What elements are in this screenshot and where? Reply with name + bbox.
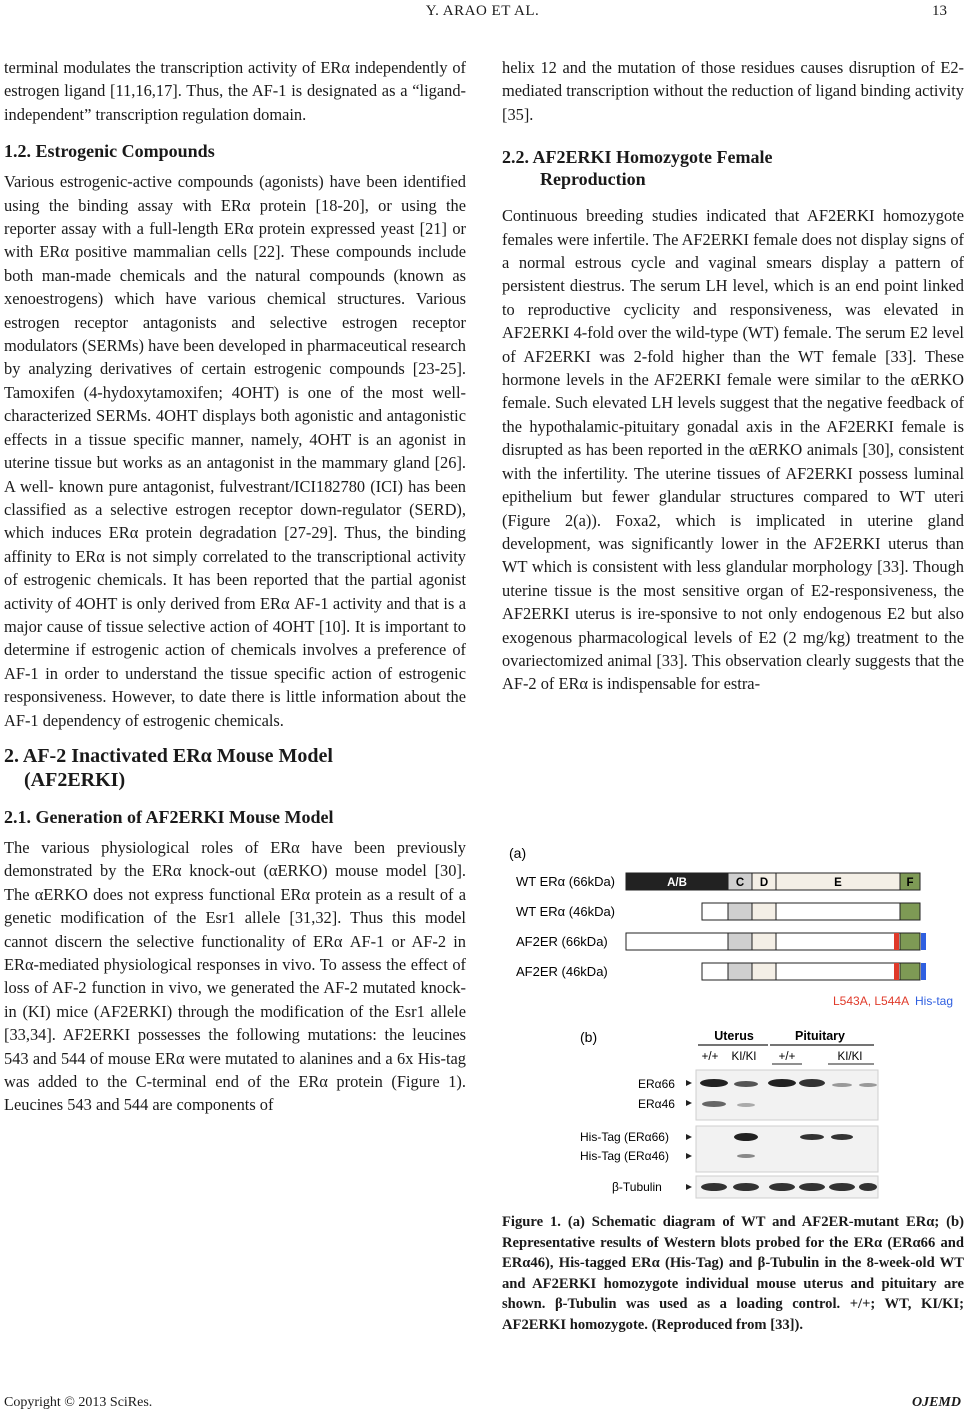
domain-f bbox=[900, 933, 920, 950]
genotype-label: KI/KI bbox=[837, 1051, 863, 1063]
band-label: His-Tag (ERα66) bbox=[580, 1130, 669, 1144]
band-label: His-Tag (ERα46) bbox=[580, 1149, 669, 1163]
domain-f bbox=[900, 903, 920, 920]
domain-label: C bbox=[735, 877, 745, 889]
page-number: 13 bbox=[932, 3, 947, 19]
construct-label: AF2ER (46kDa) bbox=[516, 964, 608, 979]
mutation-marker bbox=[894, 963, 899, 980]
domain-label: D bbox=[759, 877, 769, 889]
band-label: β-Tubulin bbox=[612, 1180, 662, 1194]
domain-f bbox=[900, 963, 920, 980]
construct-label: AF2ER (66kDa) bbox=[516, 934, 608, 949]
genotype-label: +/+ bbox=[701, 1051, 719, 1063]
copyright: Copyright © 2013 SciRes. bbox=[4, 1395, 153, 1410]
panel-b-label: (b) bbox=[580, 1029, 598, 1045]
journal-name: OJEMD bbox=[911, 1395, 961, 1410]
blot-header-pituitary: Pituitary bbox=[794, 1029, 846, 1043]
right-column bbox=[502, 56, 964, 708]
section-heading: 1.2. Estrogenic Compounds bbox=[4, 141, 215, 162]
band-label: ERα66 bbox=[638, 1077, 675, 1091]
domain-d bbox=[752, 933, 776, 950]
domain-d bbox=[752, 963, 776, 980]
figure-caption: Figure 1. (a) Schematic diagram of WT and AF2ER-mutant ERα; (b) Representative results of Western blots probed for the ERα (ERα66 and ERα46), His-tagged ERα (His-Tag) and β-Tubulin in the 8-week-old WT and AF2ERKI homozygote individual mouse uterus and pituitary are shown. β-Tubulin was used as a loading control. +/+; WT, KI/KI; AF2ERKI homozygote. (Reproduced from [33]). bbox=[502, 1214, 964, 1333]
domain-c bbox=[728, 903, 752, 920]
domain-e bbox=[776, 963, 900, 980]
domain-c bbox=[728, 933, 752, 950]
genotype-label: +/+ bbox=[778, 1051, 796, 1063]
genotype-label: KI/KI bbox=[731, 1051, 757, 1063]
section-heading bbox=[4, 744, 466, 792]
band-label: ERα46 bbox=[638, 1097, 675, 1111]
mutation-label: L543A, L544A bbox=[833, 994, 910, 1008]
figure-1 bbox=[502, 838, 964, 1206]
western-blot-histag bbox=[696, 1126, 878, 1172]
running-head bbox=[0, 3, 965, 25]
domain-e bbox=[776, 903, 900, 920]
paragraph: The various physiological roles of ERα have been previously demonstrated by the ERα knock-out (αERKO) mouse model [30]. The αERKO does not express functional ERα protein as a result of a genetic modification of the Esr1 allele [31,32]. Thus this model cannot discern the selective functionality of ERα AF-1 or AF-2 in ERα-mediated physiological responses in vivo. To assess the effect of loss of AF-2 function in vivo, we generated the AF-2 mutated knock-in (KI) mice (AF2ERKI) through the modification of the Esr1 allele [33,34]. AF2ERKI possesses the following mutations: the leucines 543 and 544 of mouse ERα were mutated to alanines and a 6x His-tag was added to the C-terminal end of the ERα protein (Figure 1). Leucines 543 and 544 are components of bbox=[4, 837, 466, 1115]
western-blot-era bbox=[696, 1070, 878, 1120]
domain-ab bbox=[626, 933, 728, 950]
subsection-heading bbox=[502, 146, 964, 190]
domain-label: A/B bbox=[667, 877, 687, 889]
section-heading-line: (AF2ERKI) bbox=[24, 768, 126, 791]
domain-c bbox=[728, 963, 752, 980]
domain-d bbox=[752, 903, 776, 920]
paragraph: terminal modulates the transcription activity of ERα independently of estrogen ligand [11,16,17]. Thus, the AF-1 is designated as a “ligand-independent” transcription regulation domain. bbox=[4, 58, 466, 124]
section-heading-line: 2. AF-2 Inactivated ERα Mouse Model bbox=[4, 744, 333, 767]
blot-header-uterus: Uterus bbox=[714, 1029, 754, 1043]
paragraph: helix 12 and the mutation of those residues causes disruption of E2-mediated transcription without the reduction of ligand binding activity [35]. bbox=[502, 58, 964, 124]
paragraph: Continuous breeding studies indicated that AF2ERKI homozygote females were infertile. The AF2ERKI female does not display signs of a normal estrous cycle and vaginal smears display a pattern of persistent diestrus. The serum LH level, which is an end point linked to reproductive cyclicity and responsiveness, was elevated in AF2ERKI 4-fold over the wild-type (WT) female. The serum E2 level of AF2ERKI was 2-fold higher than the WT female [33]. These hormone levels in the AF2ERKI female were similar to the αERKO female. Such elevated LH levels suggest that the negative feedback of the hypothalamic-pituitary gonadal axis in the AF2ERKI female is disrupted as has been reported in the αERKO animals [30], consistent with the infertility. The uterine tissues of AF2ERKI possess luminal epithelium but fewer glandular structures compared to WT uteri (Figure 2(a)). Foxa2, which is implicated in uterine gland development, was significantly lower in the AF2ERKI uterus than WT which is consistent with less glandular morphology [33]. Though uterine tissue is the most sensitive organ of E2-responsiveness, the AF2ERKI uterus is ire-sponsive to not only endogenous E2 but also exogenous pharmacological levels of E2 (2 mg/kg) treatment to the ovariectomized animal [33]. This observation clearly suggests that the AF-2 of ERα is indispensable for estra- bbox=[502, 206, 964, 694]
construct-label: WT ERα (46kDa) bbox=[516, 904, 616, 919]
histag-label: His-tag bbox=[915, 994, 954, 1008]
panel-a-label: (a) bbox=[509, 845, 527, 861]
running-head-title: Y. ARAO ET AL. bbox=[425, 3, 540, 19]
histag-marker bbox=[921, 963, 926, 980]
histag-marker bbox=[921, 933, 926, 950]
paragraph: Various estrogenic-active compounds (agonists) have been identified using the binding assay with ERα protein [18-20], or using the reporter assay with a full-length ERα protein expressed yeast [21] or with ERα positive mammalian cells [22]. These compounds include both man-made chemicals and the natural compounds (known as xenoestrogens) which have various chemical structures. Various estrogen receptor antagonists and selective estrogen receptor modulators (SERMs) have been developed in pharmaceutical research by analyzing derivatives of certain estrogenic compounds [23-25]. Tamoxifen (4-hydoxytamoxifen; 4OHT) is one of the most well-characterized SERMs. 4OHT displays both agonistic and antagonistic effects in a tissue specific manner, namely, 4OHT is an agonist in uterine tissue but works as an antagonist in the mammary gland [26]. A well- known pure antagonist, fulvestrant/ICI182780 (ICI) has been classified as a selective estrogen receptor down-regulator (SERD), which induces ERα protein degradation [27-29]. Thus, the binding affinity to ERα is not simply correlated to the transcriptional activity of estrogenic chemicals. It has been reported that the partial agonist activity of 4OHT is only derived from ERα AF-1 activity and that is a major cause of tissue selective action of 4OHT [10]. It is important to determine if estrogenic action of chemicals involves a preference of AF-1 in order to understand the tissue specific action of estrogenic responsiveness. However, to date there is little information about the AF-1 dependency of estrogenic chemicals. bbox=[4, 172, 466, 730]
construct-label: WT ERα (66kDa) bbox=[516, 874, 616, 889]
domain-label: E bbox=[834, 877, 842, 889]
domain-e bbox=[776, 933, 900, 950]
subsection-heading: 2.1. Generation of AF2ERKI Mouse Model bbox=[4, 806, 334, 827]
subsection-heading-line: 2.2. AF2ERKI Homozygote Female bbox=[502, 147, 773, 168]
domain-ab-truncated bbox=[702, 963, 728, 980]
domain-ab-truncated bbox=[702, 903, 728, 920]
domain-label: F bbox=[906, 877, 914, 889]
mutation-marker bbox=[894, 933, 899, 950]
left-column bbox=[4, 56, 466, 1129]
subsection-heading-line: Reproduction bbox=[540, 169, 646, 190]
page-footer bbox=[4, 1395, 961, 1411]
